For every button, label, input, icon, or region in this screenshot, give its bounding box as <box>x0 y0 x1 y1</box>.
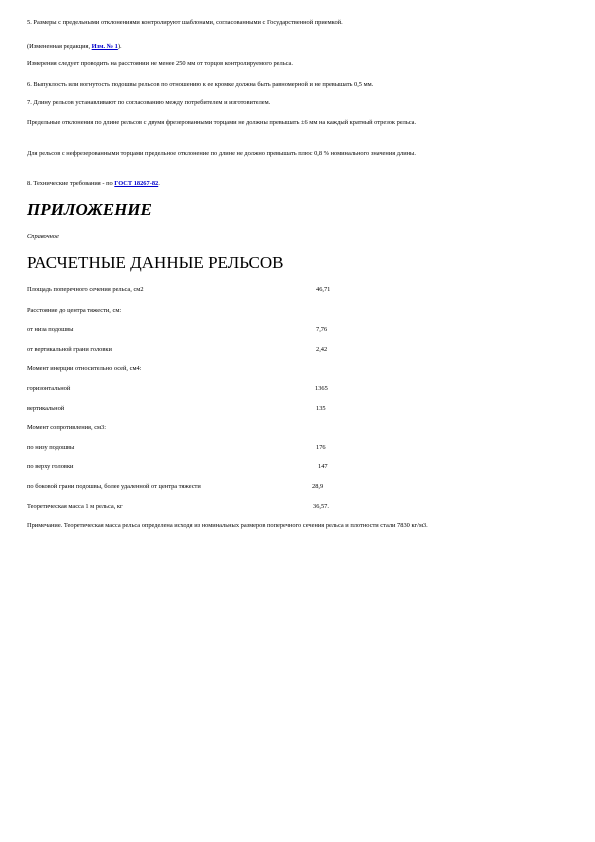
data-row <box>27 363 555 374</box>
gost-link[interactable]: ГОСТ 18267-82 <box>114 180 159 187</box>
data-row <box>27 422 555 433</box>
data-value: 176 <box>316 444 326 451</box>
measurement-paragraph: Измерения следует проводить на расстоянии не менее 250 мм от торцов контролируемого рельса. <box>27 60 293 67</box>
data-value: 7,76 <box>316 326 328 333</box>
data-value: 2,42 <box>316 346 328 353</box>
paragraph-8-suffix: . <box>158 180 160 187</box>
tolerance-milled-paragraph: Предельные отклонения по длине рельсов с двумя фрезерованными торцами не должны превышать ±6 мм на каждый кратный отрезок рельса. <box>27 119 417 126</box>
data-label: по верху головки <box>27 463 74 470</box>
note-paragraph: Примечание. Теоретическая масса рельса определена исходя из номинальных размеров поперечного сечения рельса и плотности стали 7830 кг/м3. <box>27 522 428 529</box>
edition-prefix: (Измененная редакция, <box>27 43 92 50</box>
paragraph-8 <box>27 178 555 189</box>
data-value: 36,57. <box>313 503 329 510</box>
amendment-link[interactable]: Изм. № 1 <box>91 43 118 50</box>
data-value: 28,9 <box>312 483 324 490</box>
data-row <box>27 305 555 316</box>
appendix-title: РАСЧЕТНЫЕ ДАННЫЕ РЕЛЬСОВ <box>27 253 284 272</box>
appendix-subtitle: Справочное <box>27 233 59 240</box>
paragraph-8-prefix: 8. Технические требования - по <box>27 180 115 187</box>
data-label: от низа подошвы <box>27 326 74 333</box>
appendix-heading: ПРИЛОЖЕНИЕ <box>27 200 152 219</box>
data-row <box>27 324 555 335</box>
data-row <box>27 403 555 414</box>
data-label: вертикальной <box>27 405 65 412</box>
data-row <box>27 461 555 472</box>
data-label: Расстояние до центра тяжести, см: <box>27 307 122 314</box>
data-label: по низу подошвы <box>27 444 75 451</box>
data-row <box>27 442 555 453</box>
data-row <box>27 344 555 355</box>
data-value: 135 <box>316 405 326 412</box>
data-row <box>27 383 555 394</box>
paragraph-7: 7. Длину рельсов устанавливают по согласованию между потребителем и изготовителем. <box>27 99 271 106</box>
data-label: Площадь поперечного сечения рельса, см2 <box>27 286 144 293</box>
paragraph-6: 6. Выпуклость или вогнутость подошвы рельсов по отношению к ее кромке должна быть равномерной и не превышать 0,5 мм. <box>27 81 374 88</box>
tolerance-unmilled-paragraph: Для рельсов с нефрезерованными торцами предельное отклонение по длине не должно превышать плюс 0,8 % номинального значения длины. <box>27 150 416 157</box>
data-value: 1365 <box>315 385 328 392</box>
data-value: 147 <box>318 463 328 470</box>
data-label: Момент сопротивления, см3: <box>27 424 107 431</box>
edition-suffix: ). <box>117 43 122 50</box>
edition-note <box>27 41 555 52</box>
data-row <box>27 284 555 295</box>
data-row <box>27 481 555 492</box>
data-row <box>27 501 555 512</box>
data-label: Момент инерции относительно осей, см4: <box>27 365 142 372</box>
data-label: горизонтальной <box>27 385 71 392</box>
paragraph-5: 5. Размеры с предельными отклонениями контролируют шаблонами, согласованными с Государственной приемкой. <box>27 19 343 26</box>
data-value: 46,71 <box>316 286 331 293</box>
data-label: от вертикальной грани головки <box>27 346 112 353</box>
data-label: Теоретическая масса 1 м рельса, кг <box>27 503 123 510</box>
data-label: по боковой грани подошвы, более удаленной от центра тяжести <box>27 483 201 490</box>
